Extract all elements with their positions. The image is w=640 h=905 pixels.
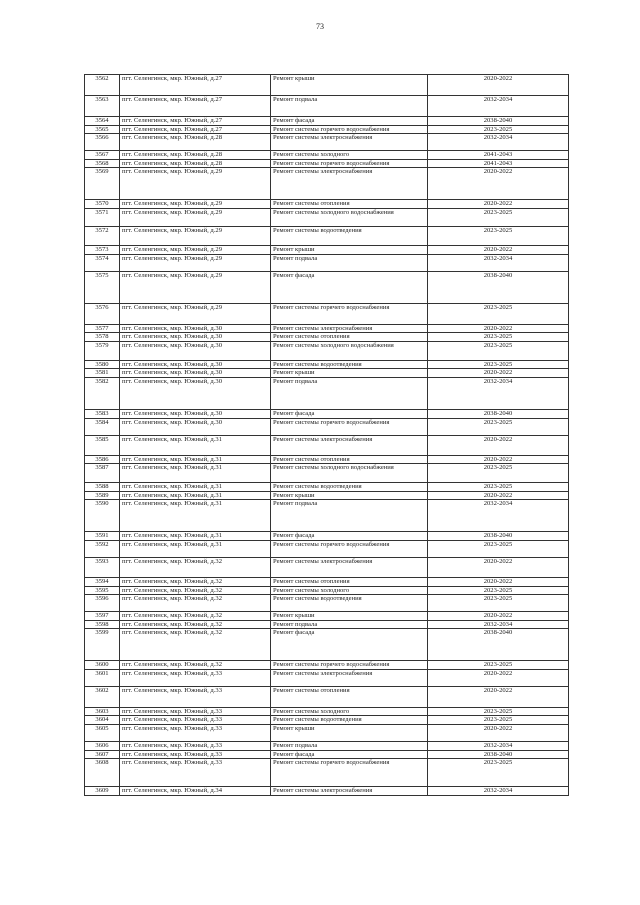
row-number: 3593 xyxy=(85,557,120,577)
table-row xyxy=(85,360,569,369)
row-work-type: Ремонт системы холодного xyxy=(271,707,428,716)
row-period: 2041-2043 xyxy=(428,151,569,160)
table-row xyxy=(85,464,569,483)
row-period: 2038-2040 xyxy=(428,117,569,126)
row-number: 3568 xyxy=(85,159,120,168)
row-work-type: Ремонт подвала xyxy=(271,254,428,271)
row-address: пгт. Селенгинск, мкр. Южный, д.30 xyxy=(120,369,271,378)
row-address: пгт. Селенгинск, мкр. Южный, д.33 xyxy=(120,750,271,759)
row-work-type: Ремонт подвала xyxy=(271,620,428,629)
repair-schedule-table xyxy=(84,74,569,796)
row-address: пгт. Селенгинск, мкр. Южный, д.29 xyxy=(120,200,271,209)
row-address: пгт. Селенгинск, мкр. Южный, д.27 xyxy=(120,117,271,126)
table-row xyxy=(85,369,569,378)
table-row xyxy=(85,540,569,557)
row-address: пгт. Селенгинск, мкр. Южный, д.30 xyxy=(120,333,271,342)
row-number: 3606 xyxy=(85,742,120,751)
table-row xyxy=(85,134,569,151)
row-work-type: Ремонт подвала xyxy=(271,500,428,532)
row-number: 3569 xyxy=(85,168,120,200)
row-number: 3565 xyxy=(85,125,120,134)
row-period: 2023-2025 xyxy=(428,208,569,226)
row-number: 3597 xyxy=(85,612,120,621)
row-period: 2041-2043 xyxy=(428,159,569,168)
row-period: 2023-2025 xyxy=(428,333,569,342)
row-number: 3564 xyxy=(85,117,120,126)
row-number: 3575 xyxy=(85,271,120,303)
row-address: пгт. Селенгинск, мкр. Южный, д.31 xyxy=(120,464,271,483)
row-work-type: Ремонт системы отопления xyxy=(271,455,428,464)
row-address: пгт. Селенгинск, мкр. Южный, д.33 xyxy=(120,725,271,742)
row-work-type: Ремонт системы холодного водоснабжения xyxy=(271,341,428,360)
row-address: пгт. Селенгинск, мкр. Южный, д.31 xyxy=(120,483,271,492)
row-number: 3562 xyxy=(85,75,120,96)
row-period: 2020-2022 xyxy=(428,577,569,586)
row-work-type: Ремонт системы холодного xyxy=(271,151,428,160)
table-row xyxy=(85,151,569,160)
row-number: 3578 xyxy=(85,333,120,342)
row-period: 2032-2034 xyxy=(428,787,569,796)
row-number: 3601 xyxy=(85,669,120,686)
row-number: 3586 xyxy=(85,455,120,464)
table-row xyxy=(85,577,569,586)
row-period: 2020-2022 xyxy=(428,557,569,577)
table-row xyxy=(85,418,569,435)
table-row xyxy=(85,333,569,342)
row-address: пгт. Селенгинск, мкр. Южный, д.28 xyxy=(120,151,271,160)
row-period: 2023-2025 xyxy=(428,303,569,324)
row-work-type: Ремонт системы горячего водоснабжения xyxy=(271,303,428,324)
row-work-type: Ремонт крыши xyxy=(271,725,428,742)
row-work-type: Ремонт фасада xyxy=(271,629,428,661)
row-work-type: Ремонт крыши xyxy=(271,75,428,96)
row-period: 2032-2034 xyxy=(428,254,569,271)
row-number: 3587 xyxy=(85,464,120,483)
row-address: пгт. Селенгинск, мкр. Южный, д.31 xyxy=(120,500,271,532)
row-period: 2023-2025 xyxy=(428,586,569,595)
row-work-type: Ремонт фасада xyxy=(271,750,428,759)
row-work-type: Ремонт системы отопления xyxy=(271,686,428,707)
row-work-type: Ремонт фасада xyxy=(271,532,428,541)
table-row xyxy=(85,707,569,716)
table-row xyxy=(85,208,569,226)
row-address: пгт. Селенгинск, мкр. Южный, д.32 xyxy=(120,620,271,629)
table-row xyxy=(85,96,569,117)
row-number: 3599 xyxy=(85,629,120,661)
table-row xyxy=(85,661,569,670)
row-period: 2038-2040 xyxy=(428,750,569,759)
row-number: 3591 xyxy=(85,532,120,541)
row-work-type: Ремонт системы горячего водоснабжения xyxy=(271,661,428,670)
row-work-type: Ремонт системы горячего водоснабжения xyxy=(271,125,428,134)
row-work-type: Ремонт системы водоотведения xyxy=(271,226,428,245)
row-number: 3573 xyxy=(85,245,120,254)
row-number: 3588 xyxy=(85,483,120,492)
table-row xyxy=(85,483,569,492)
row-period: 2023-2025 xyxy=(428,360,569,369)
row-number: 3605 xyxy=(85,725,120,742)
row-address: пгт. Селенгинск, мкр. Южный, д.31 xyxy=(120,455,271,464)
row-period: 2020-2022 xyxy=(428,200,569,209)
row-number: 3600 xyxy=(85,661,120,670)
row-number: 3598 xyxy=(85,620,120,629)
table-row xyxy=(85,377,569,409)
row-address: пгт. Селенгинск, мкр. Южный, д.34 xyxy=(120,787,271,796)
row-work-type: Ремонт подвала xyxy=(271,742,428,751)
table-row xyxy=(85,586,569,595)
table-row xyxy=(85,226,569,245)
row-number: 3594 xyxy=(85,577,120,586)
row-work-type: Ремонт крыши xyxy=(271,245,428,254)
row-address: пгт. Селенгинск, мкр. Южный, д.33 xyxy=(120,669,271,686)
row-work-type: Ремонт системы электроснабжения xyxy=(271,435,428,455)
row-number: 3577 xyxy=(85,324,120,333)
row-work-type: Ремонт фасада xyxy=(271,409,428,418)
row-period: 2020-2022 xyxy=(428,686,569,707)
row-number: 3582 xyxy=(85,377,120,409)
table-row xyxy=(85,271,569,303)
row-work-type: Ремонт крыши xyxy=(271,491,428,500)
row-number: 3572 xyxy=(85,226,120,245)
row-number: 3566 xyxy=(85,134,120,151)
table-row xyxy=(85,595,569,612)
row-address: пгт. Селенгинск, мкр. Южный, д.31 xyxy=(120,435,271,455)
table-row xyxy=(85,620,569,629)
row-work-type: Ремонт крыши xyxy=(271,612,428,621)
row-period: 2023-2025 xyxy=(428,595,569,612)
table-row xyxy=(85,254,569,271)
row-work-type: Ремонт системы электроснабжения xyxy=(271,134,428,151)
table-row xyxy=(85,612,569,621)
row-number: 3583 xyxy=(85,409,120,418)
table-row xyxy=(85,341,569,360)
row-period: 2032-2034 xyxy=(428,620,569,629)
row-address: пгт. Селенгинск, мкр. Южный, д.31 xyxy=(120,491,271,500)
row-period: 2020-2022 xyxy=(428,168,569,200)
row-work-type: Ремонт подвала xyxy=(271,377,428,409)
row-address: пгт. Селенгинск, мкр. Южный, д.27 xyxy=(120,96,271,117)
row-address: пгт. Селенгинск, мкр. Южный, д.33 xyxy=(120,686,271,707)
table-row xyxy=(85,435,569,455)
row-work-type: Ремонт фасада xyxy=(271,271,428,303)
row-number: 3563 xyxy=(85,96,120,117)
row-address: пгт. Селенгинск, мкр. Южный, д.28 xyxy=(120,134,271,151)
row-work-type: Ремонт системы холодного водоснабжения xyxy=(271,208,428,226)
row-period: 2020-2022 xyxy=(428,669,569,686)
table-row xyxy=(85,200,569,209)
row-address: пгт. Селенгинск, мкр. Южный, д.29 xyxy=(120,208,271,226)
table-row xyxy=(85,168,569,200)
row-number: 3579 xyxy=(85,341,120,360)
row-work-type: Ремонт системы водоотведения xyxy=(271,483,428,492)
row-period: 2023-2025 xyxy=(428,125,569,134)
row-period: 2023-2025 xyxy=(428,483,569,492)
row-period: 2020-2022 xyxy=(428,324,569,333)
row-period: 2038-2040 xyxy=(428,532,569,541)
table-row xyxy=(85,409,569,418)
row-address: пгт. Селенгинск, мкр. Южный, д.32 xyxy=(120,629,271,661)
row-work-type: Ремонт системы электроснабжения xyxy=(271,669,428,686)
row-number: 3570 xyxy=(85,200,120,209)
row-work-type: Ремонт системы горячего водоснабжения xyxy=(271,540,428,557)
table-row xyxy=(85,557,569,577)
row-number: 3602 xyxy=(85,686,120,707)
row-number: 3592 xyxy=(85,540,120,557)
table-row xyxy=(85,750,569,759)
row-address: пгт. Селенгинск, мкр. Южный, д.29 xyxy=(120,226,271,245)
table-row xyxy=(85,725,569,742)
row-work-type: Ремонт системы горячего водоснабжения xyxy=(271,159,428,168)
row-address: пгт. Селенгинск, мкр. Южный, д.29 xyxy=(120,168,271,200)
table-row xyxy=(85,629,569,661)
row-work-type: Ремонт системы горячего водоснабжения xyxy=(271,418,428,435)
table-row xyxy=(85,742,569,751)
row-address: пгт. Селенгинск, мкр. Южный, д.32 xyxy=(120,595,271,612)
row-address: пгт. Селенгинск, мкр. Южный, д.31 xyxy=(120,540,271,557)
row-period: 2020-2022 xyxy=(428,435,569,455)
row-period: 2023-2025 xyxy=(428,661,569,670)
row-work-type: Ремонт системы холодного водоснабжения xyxy=(271,464,428,483)
row-address: пгт. Селенгинск, мкр. Южный, д.30 xyxy=(120,360,271,369)
table-row xyxy=(85,324,569,333)
row-number: 3580 xyxy=(85,360,120,369)
row-period: 2023-2025 xyxy=(428,759,569,787)
table-row xyxy=(85,491,569,500)
row-address: пгт. Селенгинск, мкр. Южный, д.29 xyxy=(120,303,271,324)
row-address: пгт. Селенгинск, мкр. Южный, д.29 xyxy=(120,254,271,271)
table-row xyxy=(85,303,569,324)
row-number: 3595 xyxy=(85,586,120,595)
page-number: 73 xyxy=(316,22,324,31)
row-address: пгт. Селенгинск, мкр. Южный, д.30 xyxy=(120,377,271,409)
row-number: 3585 xyxy=(85,435,120,455)
row-period: 2020-2022 xyxy=(428,491,569,500)
row-number: 3607 xyxy=(85,750,120,759)
row-number: 3609 xyxy=(85,787,120,796)
table-row xyxy=(85,75,569,96)
row-work-type: Ремонт системы водоотведения xyxy=(271,360,428,369)
row-address: пгт. Селенгинск, мкр. Южный, д.32 xyxy=(120,612,271,621)
row-period: 2038-2040 xyxy=(428,409,569,418)
row-number: 3576 xyxy=(85,303,120,324)
row-period: 2023-2025 xyxy=(428,418,569,435)
row-period: 2023-2025 xyxy=(428,716,569,725)
row-period: 2023-2025 xyxy=(428,464,569,483)
row-work-type: Ремонт системы отопления xyxy=(271,333,428,342)
row-number: 3581 xyxy=(85,369,120,378)
row-work-type: Ремонт системы холодного xyxy=(271,586,428,595)
table-row xyxy=(85,669,569,686)
table-row xyxy=(85,455,569,464)
table-row xyxy=(85,686,569,707)
row-work-type: Ремонт фасада xyxy=(271,117,428,126)
row-address: пгт. Селенгинск, мкр. Южный, д.33 xyxy=(120,716,271,725)
row-period: 2020-2022 xyxy=(428,75,569,96)
row-period: 2032-2034 xyxy=(428,96,569,117)
row-address: пгт. Селенгинск, мкр. Южный, д.30 xyxy=(120,324,271,333)
table-row xyxy=(85,787,569,796)
row-address: пгт. Селенгинск, мкр. Южный, д.28 xyxy=(120,159,271,168)
table-row xyxy=(85,716,569,725)
row-number: 3571 xyxy=(85,208,120,226)
row-period: 2032-2034 xyxy=(428,500,569,532)
row-period: 2020-2022 xyxy=(428,369,569,378)
row-work-type: Ремонт крыши xyxy=(271,369,428,378)
row-period: 2023-2025 xyxy=(428,226,569,245)
row-address: пгт. Селенгинск, мкр. Южный, д.30 xyxy=(120,418,271,435)
row-address: пгт. Селенгинск, мкр. Южный, д.33 xyxy=(120,707,271,716)
row-work-type: Ремонт системы отопления xyxy=(271,577,428,586)
row-period: 2032-2034 xyxy=(428,377,569,409)
row-address: пгт. Селенгинск, мкр. Южный, д.32 xyxy=(120,661,271,670)
table-row xyxy=(85,125,569,134)
row-number: 3596 xyxy=(85,595,120,612)
row-address: пгт. Селенгинск, мкр. Южный, д.32 xyxy=(120,577,271,586)
row-address: пгт. Селенгинск, мкр. Южный, д.33 xyxy=(120,759,271,787)
row-address: пгт. Селенгинск, мкр. Южный, д.27 xyxy=(120,75,271,96)
row-number: 3604 xyxy=(85,716,120,725)
row-work-type: Ремонт системы водоотведения xyxy=(271,595,428,612)
row-address: пгт. Селенгинск, мкр. Южный, д.31 xyxy=(120,532,271,541)
row-work-type: Ремонт подвала xyxy=(271,96,428,117)
row-number: 3603 xyxy=(85,707,120,716)
table-body xyxy=(85,75,569,796)
row-number: 3584 xyxy=(85,418,120,435)
row-period: 2020-2022 xyxy=(428,725,569,742)
row-work-type: Ремонт системы электроснабжения xyxy=(271,168,428,200)
row-number: 3608 xyxy=(85,759,120,787)
row-period: 2032-2034 xyxy=(428,134,569,151)
row-address: пгт. Селенгинск, мкр. Южный, д.27 xyxy=(120,125,271,134)
table-row xyxy=(85,159,569,168)
row-number: 3590 xyxy=(85,500,120,532)
row-address: пгт. Селенгинск, мкр. Южный, д.30 xyxy=(120,409,271,418)
row-address: пгт. Селенгинск, мкр. Южный, д.29 xyxy=(120,271,271,303)
row-address: пгт. Селенгинск, мкр. Южный, д.29 xyxy=(120,245,271,254)
row-period: 2023-2025 xyxy=(428,540,569,557)
row-period: 2038-2040 xyxy=(428,271,569,303)
row-period: 2020-2022 xyxy=(428,245,569,254)
row-work-type: Ремонт системы электроснабжения xyxy=(271,787,428,796)
row-work-type: Ремонт системы водоотведения xyxy=(271,716,428,725)
row-address: пгт. Селенгинск, мкр. Южный, д.30 xyxy=(120,341,271,360)
row-number: 3589 xyxy=(85,491,120,500)
row-period: 2020-2022 xyxy=(428,612,569,621)
row-address: пгт. Селенгинск, мкр. Южный, д.32 xyxy=(120,557,271,577)
row-period: 2023-2025 xyxy=(428,707,569,716)
row-period: 2020-2022 xyxy=(428,455,569,464)
row-work-type: Ремонт системы горячего водоснабжения xyxy=(271,759,428,787)
table-row xyxy=(85,245,569,254)
row-address: пгт. Селенгинск, мкр. Южный, д.33 xyxy=(120,742,271,751)
table-row xyxy=(85,117,569,126)
row-work-type: Ремонт системы электроснабжения xyxy=(271,324,428,333)
row-work-type: Ремонт системы отопления xyxy=(271,200,428,209)
table-row xyxy=(85,759,569,787)
row-period: 2032-2034 xyxy=(428,742,569,751)
row-period: 2038-2040 xyxy=(428,629,569,661)
row-number: 3574 xyxy=(85,254,120,271)
table-row xyxy=(85,532,569,541)
row-number: 3567 xyxy=(85,151,120,160)
row-period: 2023-2025 xyxy=(428,341,569,360)
table-row xyxy=(85,500,569,532)
row-work-type: Ремонт системы электроснабжения xyxy=(271,557,428,577)
row-address: пгт. Селенгинск, мкр. Южный, д.32 xyxy=(120,586,271,595)
